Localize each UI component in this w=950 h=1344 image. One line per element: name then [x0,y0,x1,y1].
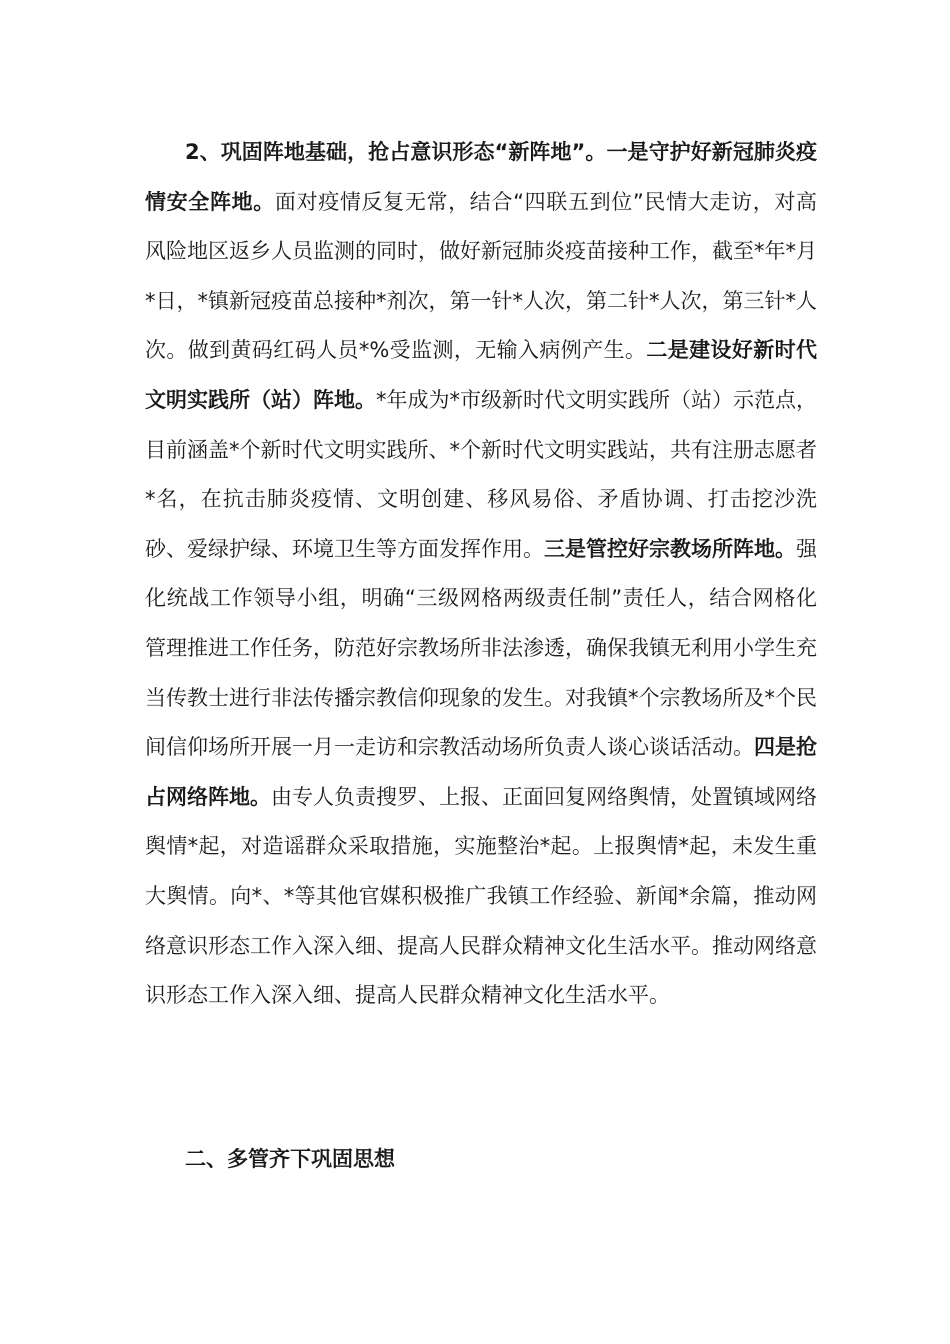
body-paragraph [145,128,817,1021]
subpoint-three-bold: 三是管控好宗教场所阵地。 [544,536,796,561]
subpoint-two-bold: 二是建设好新时代文明实践所（站）阵地。 [145,338,818,412]
subpoint-four-bold: 四是抢占网络阵地。 [145,735,817,809]
paragraph-text: 强化统战工作领导小组，明确“三级网格两级责任制”责任人，结合网格化管理推进工作任务，防范好宗教场所非法渗透，确保我镇无利用小学生充当传教士进行非法传播宗教信仰现象的发生。对我镇*个宗教场所及*个民间信仰场所开展一月一走访和宗教活动场所负责人谈心谈话活动。 [145,536,817,760]
paragraph-text: *年成为*市级新时代文明实践所（站）示范点，目前涵盖*个新时代文明实践所、*个新时代文明实践站，共有注册志愿者*名，在抗击肺炎疫情、文明创建、移风易俗、矛盾协调、打击挖沙洗砂、爱绿护绿、环境卫生等方面发挥作用。 [145,387,817,561]
section-title-bold: 2、巩固阵地基础，抢占意识形态“新阵地”。一是守护好新冠肺炎疫情安全阵地。 [145,140,817,214]
paragraph-text: 面对疫情反复无常，结合“四联五到位”民情大走访，对高风险地区返乡人员监测的同时，做好新冠肺炎疫苗接种工作，截至*年*月*日，*镇新冠疫苗总接种*剂次，第一针*人次，第二针*人次，第三针*人次。做到黄码红码人员*%受监测，无输入病例产生。 [145,189,817,363]
paragraph-text: 由专人负责搜罗、上报、正面回复网络舆情，处置镇域网络舆情*起，对造谣群众采取措施，实施整治*起。上报舆情*起，未发生重大舆情。向*、*等其他官媒积极推广我镇工作经验、新闻*余篇，推动网络意识形态工作入深入细、提高人民群众精神文化生活水平。推动网络意识形态工作入深入细、提高人民群众精神文化生活水平。 [145,784,817,1008]
section-heading: 二、多管齐下巩固思想 [185,1147,395,1171]
